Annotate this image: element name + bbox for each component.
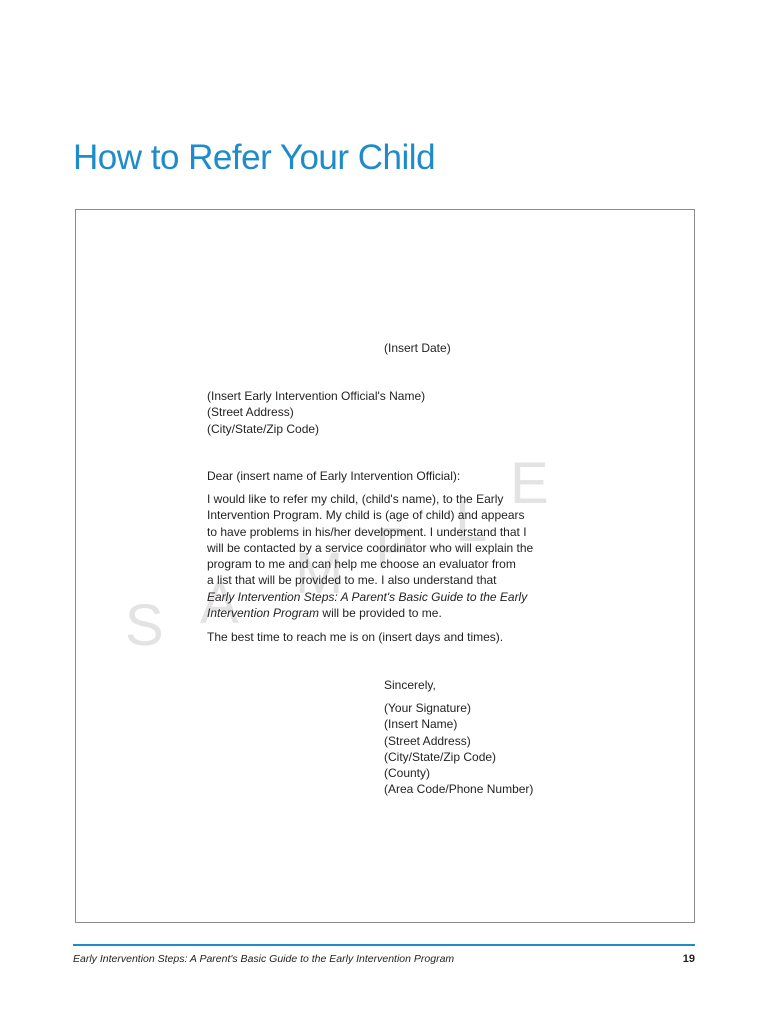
body-line: will be contacted by a service coordinator who will explain the <box>207 540 534 555</box>
signature-line: (County) <box>384 766 431 781</box>
page-number: 19 <box>682 953 695 965</box>
recipient-street-line: (Street Address) <box>207 405 294 420</box>
body-line: to have problems in his/her development. I understand that I <box>207 524 527 539</box>
book-title-end: Intervention Program <box>207 606 320 621</box>
body-line: a list that will be provided to me. I also understand that <box>207 573 497 588</box>
body-line: Intervention Program. My child is (age of child) and appears <box>207 508 525 523</box>
signature-line: (Your Signature) <box>384 701 471 715</box>
signature-line: (Area Code/Phone Number) <box>384 782 534 797</box>
signature-line: (Insert Name) <box>384 717 458 732</box>
footer-title: Early Intervention Steps: A Parent's Basic Guide to the Early Intervention Program <box>73 953 455 965</box>
body-line: I would like to refer my child, (child's name), to the Early <box>207 492 504 506</box>
insert-date: (Insert Date) <box>384 341 451 355</box>
footer-divider <box>73 944 695 946</box>
contact-line: The best time to reach me is on (insert days and times). <box>207 630 504 644</box>
watermark-letter-s: S <box>125 593 164 658</box>
closing: Sincerely, <box>384 678 436 692</box>
page-title: How to Refer Your Child <box>73 138 436 177</box>
signature-line: (City/State/Zip Code) <box>384 749 497 764</box>
signature-block <box>384 700 533 798</box>
book-title-line-2 <box>207 605 533 621</box>
signature-line: (Street Address) <box>384 733 471 748</box>
watermark-letter-e: E <box>510 451 549 516</box>
book-title-line: Early Intervention Steps: A Parent's Basic Guide to the Early <box>207 589 528 604</box>
watermark-letter-a: A <box>200 571 239 636</box>
body-line: program to me and can help me choose an evaluator from <box>207 557 516 572</box>
recipient-name-line: (Insert Early Intervention Official's Name) <box>207 389 426 403</box>
watermark-letter-l: L <box>455 489 488 554</box>
recipient-city-line: (City/State/Zip Code) <box>207 421 320 436</box>
letter-body <box>207 491 533 621</box>
watermark-letter-p: P <box>375 516 414 581</box>
recipient-block <box>207 388 425 437</box>
book-title-suffix: will be provided to me. <box>319 606 442 621</box>
watermark-letter-m: M <box>295 541 344 606</box>
salutation: Dear (insert name of Early Intervention Official): <box>207 469 461 483</box>
